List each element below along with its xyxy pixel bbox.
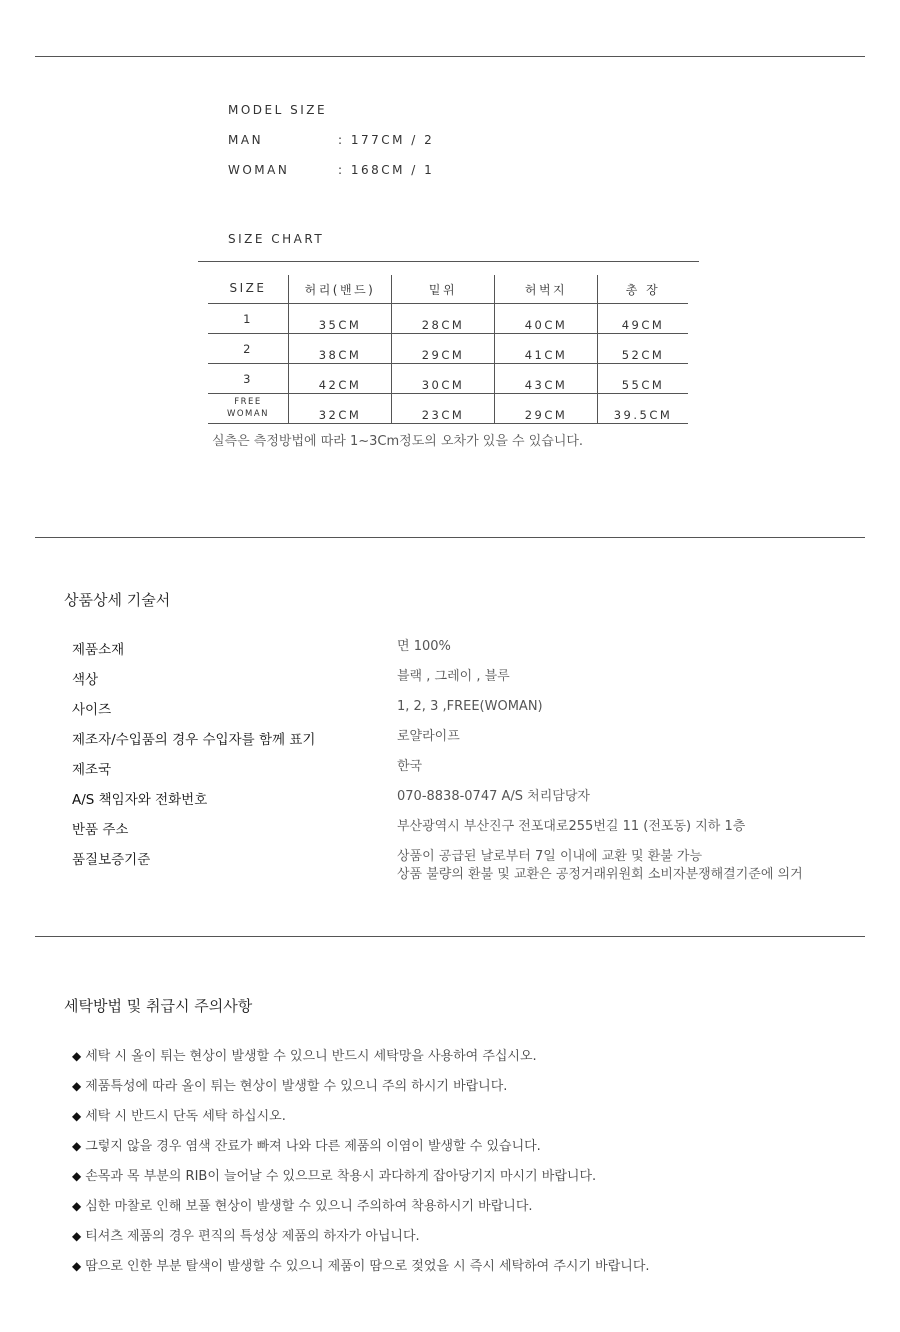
diamond-bullet-icon: ◆ xyxy=(72,1229,82,1243)
spec-label: 반품 주소 xyxy=(72,822,129,838)
diamond-bullet-icon: ◆ xyxy=(72,1049,82,1063)
size-cell: 1 xyxy=(243,312,253,326)
spec-label: 제조국 xyxy=(72,762,112,778)
spec-value: 면 100% xyxy=(397,639,451,654)
thigh-cell: 40CM xyxy=(494,304,597,333)
list-item xyxy=(72,1165,596,1184)
size-line-woman: WOMAN xyxy=(226,409,270,419)
model-size-title: MODEL SIZE xyxy=(228,103,328,117)
spec-value: 070-8838-0747 A/S 처리담당자 xyxy=(397,789,590,804)
thigh-cell: 29CM xyxy=(494,394,597,423)
length-cell: 52CM xyxy=(597,334,688,363)
rise-cell: 23CM xyxy=(391,394,494,423)
divider-spec xyxy=(35,537,865,538)
diamond-bullet-icon: ◆ xyxy=(72,1109,82,1123)
spec-value-line2: 상품 불량의 환불 및 교환은 공정거래위원회 소비자분쟁해결기준에 의거 xyxy=(397,867,803,882)
waist-cell: 32CM xyxy=(288,394,391,423)
model-value: : 177CM / 2 xyxy=(338,133,435,147)
size-chart-title: SIZE CHART xyxy=(228,232,325,246)
care-text: 땀으로 인한 부분 탈색이 발생할 수 있으니 제품이 땀으로 젖었을 시 즉시 세탁하여 주시기 바랍니다. xyxy=(85,1259,650,1274)
list-item xyxy=(72,1255,650,1274)
table-row xyxy=(208,304,688,334)
rise-cell: 30CM xyxy=(391,364,494,393)
size-table-header xyxy=(208,275,688,304)
care-text: 심한 마찰로 인해 보풀 현상이 발생할 수 있으니 주의하여 착용하시기 바랍니다. xyxy=(85,1199,533,1214)
spec-value: 부산광역시 부산진구 전포대로255번길 11 (전포동) 지하 1층 xyxy=(397,819,746,834)
spec-value: 로얄라이프 xyxy=(397,729,460,744)
spec-value: 한국 xyxy=(397,759,423,774)
care-text: 그렇지 않을 경우 염색 잔료가 빠져 나와 다른 제품의 이염이 발생할 수 있습니다. xyxy=(85,1139,541,1154)
divider-care xyxy=(35,936,865,937)
model-value: : 168CM / 1 xyxy=(338,163,435,177)
spec-value: 1, 2, 3 ,FREE(WOMAN) xyxy=(397,699,543,714)
care-text: 세탁 시 반드시 단독 세탁 하십시오. xyxy=(85,1109,286,1124)
size-cell xyxy=(208,394,288,423)
size-chart-note: 실측은 측정방법에 따라 1~3Cm정도의 오차가 있을 수 있습니다. xyxy=(212,434,584,449)
top-divider xyxy=(35,56,865,57)
diamond-bullet-icon: ◆ xyxy=(72,1259,82,1273)
rise-cell: 28CM xyxy=(391,304,494,333)
model-label: MAN xyxy=(228,133,264,147)
header-cell: 밑위 xyxy=(391,275,494,303)
care-text: 티셔츠 제품의 경우 편직의 특성상 제품의 하자가 아닙니다. xyxy=(85,1229,420,1244)
diamond-bullet-icon: ◆ xyxy=(72,1199,82,1213)
spec-value: 상품이 공급된 날로부터 7일 이내에 교환 및 환불 가능 xyxy=(397,849,703,864)
spec-label: 제품소재 xyxy=(72,642,125,658)
thigh-cell: 41CM xyxy=(494,334,597,363)
size-chart-rule xyxy=(198,261,699,262)
size-cell: 2 xyxy=(243,342,253,356)
spec-label: 사이즈 xyxy=(72,702,112,718)
length-cell: 49CM xyxy=(597,304,688,333)
header-cell: 총 장 xyxy=(597,275,688,303)
size-cell: 3 xyxy=(243,372,253,386)
list-item xyxy=(72,1045,537,1064)
length-cell: 55CM xyxy=(597,364,688,393)
waist-cell: 35CM xyxy=(288,304,391,333)
care-text: 제품특성에 따라 올이 튀는 현상이 발생할 수 있으니 주의 하시기 바랍니다. xyxy=(85,1079,508,1094)
diamond-bullet-icon: ◆ xyxy=(72,1079,82,1093)
size-line-free: FREE xyxy=(234,397,262,407)
care-text: 세탁 시 올이 튀는 현상이 발생할 수 있으니 반드시 세탁망을 사용하여 주십시오. xyxy=(85,1049,537,1064)
list-item xyxy=(72,1105,286,1124)
spec-section-title: 상품상세 기술서 xyxy=(64,591,171,609)
rise-cell: 29CM xyxy=(391,334,494,363)
spec-label: 품질보증기준 xyxy=(72,852,151,868)
spec-label: 제조자/수입품의 경우 수입자를 함께 표기 xyxy=(72,732,316,748)
thigh-cell: 43CM xyxy=(494,364,597,393)
list-item xyxy=(72,1225,420,1244)
list-item xyxy=(72,1075,507,1094)
table-row xyxy=(208,364,688,394)
spec-label: A/S 책임자와 전화번호 xyxy=(72,792,208,808)
model-label: WOMAN xyxy=(228,163,290,177)
size-table xyxy=(208,275,688,424)
waist-cell: 42CM xyxy=(288,364,391,393)
care-section-title: 세탁방법 및 취급시 주의사항 xyxy=(64,997,253,1015)
spec-label: 색상 xyxy=(72,672,99,688)
list-item xyxy=(72,1135,541,1154)
table-row xyxy=(208,394,688,424)
waist-cell: 38CM xyxy=(288,334,391,363)
table-row xyxy=(208,334,688,364)
spec-value: 블랙 , 그레이 , 블루 xyxy=(397,669,510,684)
list-item xyxy=(72,1195,533,1214)
header-cell: 허벅지 xyxy=(494,275,597,303)
diamond-bullet-icon: ◆ xyxy=(72,1169,82,1183)
diamond-bullet-icon: ◆ xyxy=(72,1139,82,1153)
care-text: 손목과 목 부분의 RIB이 늘어날 수 있으므로 착용시 과다하게 잡아당기지 마시기 바랍니다. xyxy=(85,1169,597,1184)
length-cell: 39.5CM xyxy=(597,394,688,423)
header-cell: SIZE xyxy=(229,281,267,295)
header-cell: 허리(밴드) xyxy=(288,275,391,303)
